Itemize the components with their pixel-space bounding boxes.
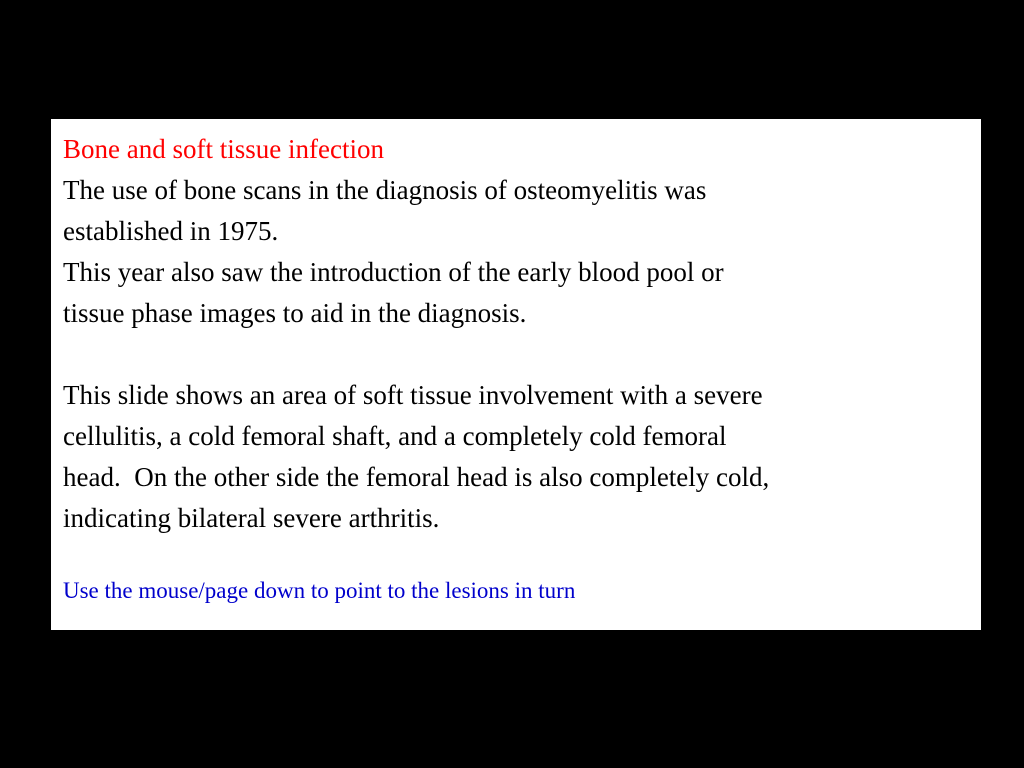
paragraph2-line-1: This slide shows an area of soft tissue involvement with a severe xyxy=(63,380,763,410)
paragraph2-line-3: head. On the other side the femoral head is also completely cold, xyxy=(63,462,770,492)
instruction-spacer xyxy=(63,539,969,575)
navigation-instruction: Use the mouse/page down to point to the lesions in turn xyxy=(63,578,576,603)
paragraph1-line-3: This year also saw the introduction of the early blood pool or xyxy=(63,257,724,287)
paragraph1-line-1: The use of bone scans in the diagnosis of osteomyelitis was xyxy=(63,175,707,205)
paragraph1-line-2: established in 1975. xyxy=(63,216,279,246)
paragraph2-line-2: cellulitis, a cold femoral shaft, and a completely cold femoral xyxy=(63,421,727,451)
paragraph1-line-4: tissue phase images to aid in the diagnosis. xyxy=(63,298,527,328)
paragraph2-line-4: indicating bilateral severe arthritis. xyxy=(63,503,440,533)
slide-title: Bone and soft tissue infection xyxy=(63,134,384,164)
paragraph-spacer xyxy=(63,334,969,375)
text-panel xyxy=(51,119,981,630)
